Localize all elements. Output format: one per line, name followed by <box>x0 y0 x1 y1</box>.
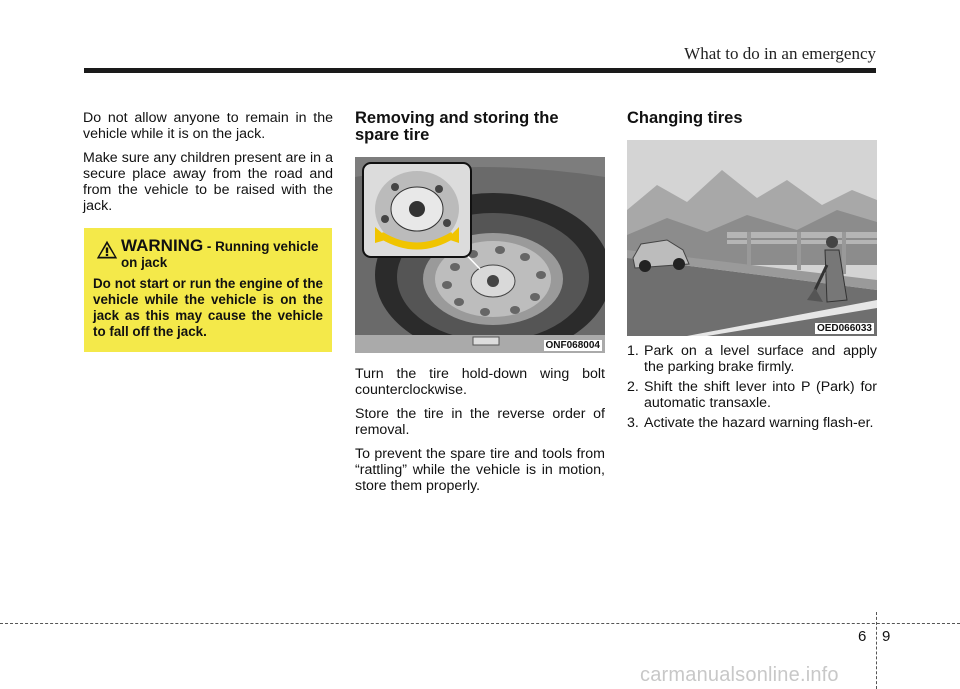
paragraph: Store the tire in the reverse order of removal. <box>355 406 605 438</box>
spare-tire-illustration <box>355 157 605 353</box>
warning-box <box>84 228 332 352</box>
warning-triangle-icon <box>93 239 121 261</box>
header-rule <box>84 68 876 73</box>
right-column <box>627 110 877 137</box>
list-item: 3. Activate the hazard warning flash-er. <box>627 415 874 431</box>
figure-code: ONF068004 <box>545 340 600 351</box>
section-heading: Changing tires <box>627 109 743 127</box>
left-column <box>83 110 333 222</box>
roadside-drawing <box>627 140 877 336</box>
warning-body: Do not start or run the engine of the vehicle while the vehicle is on the jack as this may cause the vehicle to fall off the jack. <box>93 276 323 339</box>
middle-column <box>355 110 605 154</box>
footer-rule <box>0 623 960 624</box>
paragraph: Make sure any children present are in a secure place away from the road and from the vehicle to be raised with the jack. <box>83 150 333 214</box>
page-number: 9 <box>882 628 891 645</box>
section-heading: Removing and storing the spare tire <box>355 109 559 144</box>
steps-list <box>627 343 877 431</box>
paragraph: Turn the tire hold-down wing bolt counterclockwise. <box>355 366 605 398</box>
spare-tire-drawing <box>355 157 605 353</box>
right-column-steps <box>627 343 877 435</box>
warning-subtitle: - Running vehicle on jack <box>121 239 319 270</box>
warning-header <box>93 238 323 271</box>
middle-column-text <box>355 366 605 502</box>
figure-code: OED066033 <box>816 323 872 334</box>
paragraph: To prevent the spare tire and tools from “rattling” while the vehicle is in motion, store them properly. <box>355 446 605 494</box>
roadside-illustration <box>627 140 877 336</box>
chapter-number: 6 <box>858 628 867 645</box>
watermark: carmanualsonline.info <box>640 664 839 686</box>
list-item: 1. Park on a level surface and apply the parking brake firmly. <box>627 343 877 375</box>
warning-title: WARNING <box>121 236 204 255</box>
page-header-title: What to do in an emergency <box>684 44 876 63</box>
paragraph: Do not allow anyone to remain in the vehicle while it is on the jack. <box>83 110 333 142</box>
footer-divider <box>876 612 877 689</box>
list-item: 2. Shift the shift lever into P (Park) for automatic transaxle. <box>627 379 877 411</box>
